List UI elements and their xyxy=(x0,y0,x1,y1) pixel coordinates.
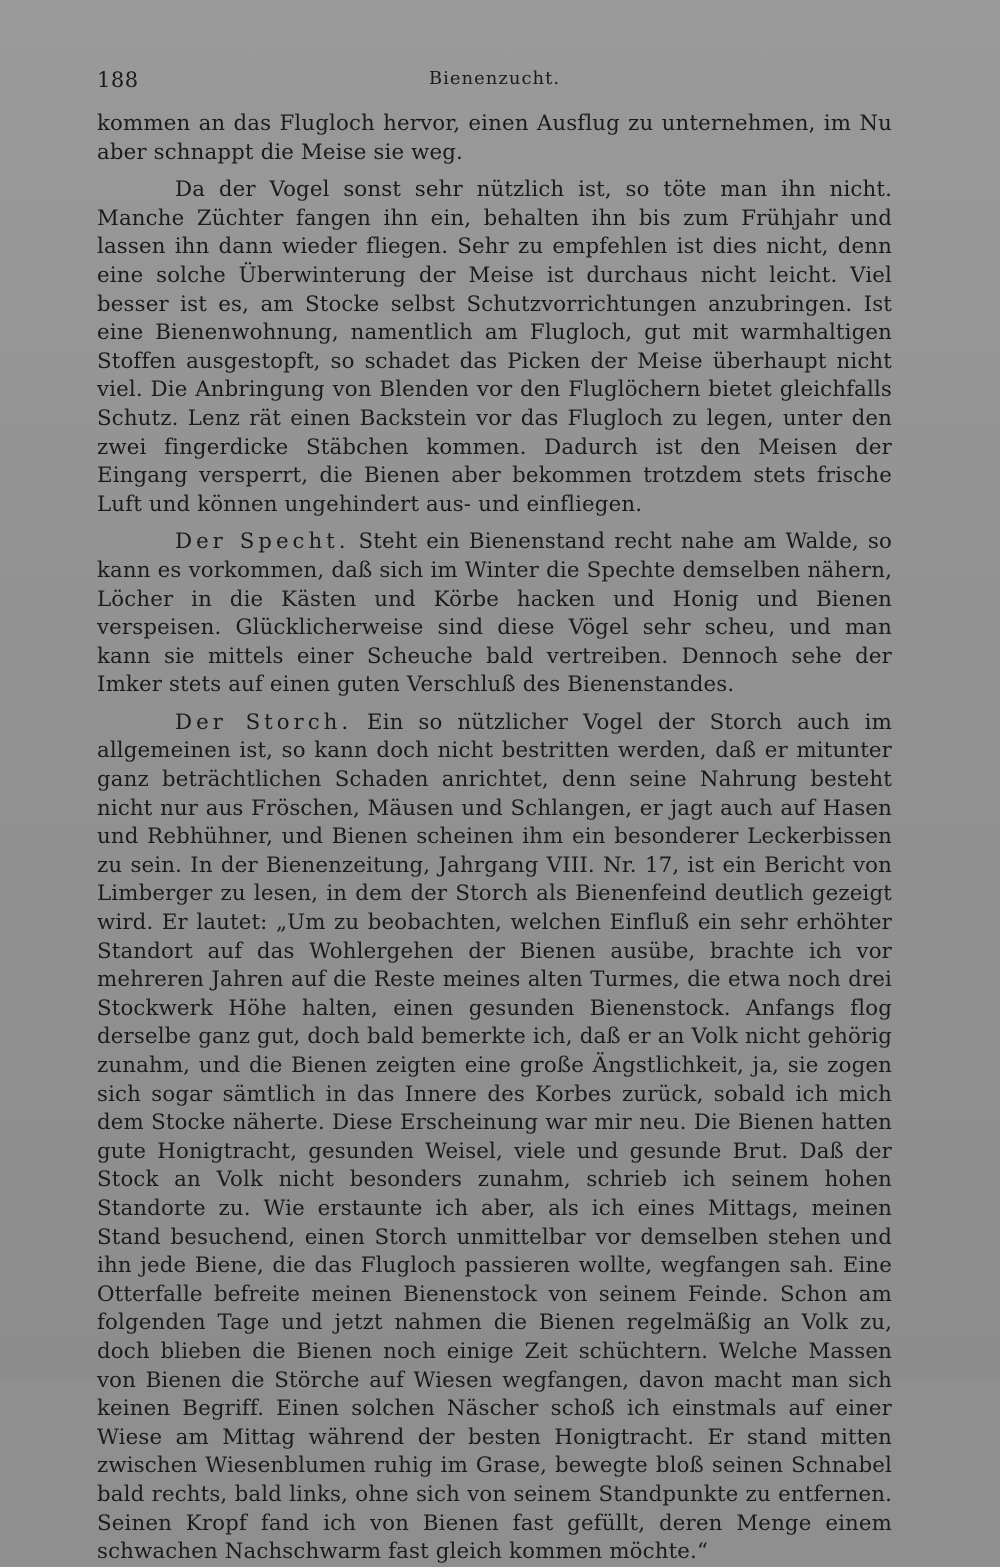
paragraph-text: kommen an das Flugloch hervor, einen Ausflug zu unternehmen, im Nu aber schnappt die Meise sie weg. xyxy=(97,111,892,165)
paragraph-text: Da der Vogel sonst sehr nützlich ist, so töte man ihn nicht. Manche Züchter fangen ihn ein, behalten ihn bis zum Frühjahr und lassen ihn dann wieder fliegen. Sehr zu empfehlen ist dies nicht, denn eine solche Überwinterung der Meise ist durchaus nicht leicht. Viel besser ist es, am Stocke selbst Schutzvorrichtungen anzubringen. Ist eine Bienenwohnung, namentlich am Flugloch, gut mit warmhaltigen Stoffen ausgestopft, so schadet das Picken der Meise überhaupt nicht viel. Die Anbringung von Blenden vor den Fluglöchern bietet gleichfalls Schutz. Lenz rät einen Backstein vor das Flugloch zu legen, unter den zwei fingerdicke Stäbchen kommen. Dadurch ist den Meisen der Eingang versperrt, die Bienen aber bekommen trotzdem stets frische Luft und können ungehindert aus- und einfliegen. xyxy=(97,177,892,517)
page-header xyxy=(97,68,892,98)
paragraph-storch xyxy=(97,709,892,1567)
paragraph-specht xyxy=(97,528,892,700)
paragraph-text: Steht ein Bienenstand recht nahe am Walde, so kann es vorkommen, daß sich im Winter die Spechte demselben nähern, Löcher in die Kästen und Körbe hacken und Honig und Bienen verspeisen. Glücklicherweise sind diese Vögel sehr scheu, und man kann sie mittels einer Scheuche bald vertreiben. Dennoch sehe der Imker stets auf einen guten Verschluß des Bienenstandes. xyxy=(97,529,892,698)
paragraph-text: Ein so nützlicher Vogel der Storch auch im allgemeinen ist, so kann doch nicht bestritten werden, daß er mitunter ganz beträchtlichen Schaden anrichtet, denn seine Nahrung besteht nicht nur aus Fröschen, Mäusen und Schlangen, er jagt auch auf Hasen und Rebhühner, und Bienen scheinen ihm ein besonderer Leckerbissen zu sein. In der Bienenzeitung, Jahrgang VIII. Nr. 17, ist ein Bericht von Limberger zu lesen, in dem der Storch als Bienenfeind deutlich gezeigt wird. Er lautet: „Um zu beobachten, welchen Einfluß ein sehr erhöhter Standort auf das Wohlergehen der Bienen ausübe, brachte ich vor mehreren Jahren auf die Reste meines alten Turmes, die etwa noch drei Stockwerk Höhe halten, einen gesunden Bienenstock. Anfangs flog derselbe ganz gut, doch bald bemerkte ich, daß er an Volk nicht gehörig zunahm, und die Bienen zeigten eine große Ängstlichkeit, ja, sie zogen sich sogar sämtlich in das Innere des Korbes zurück, sobald ich mich dem Stocke näherte. Diese Erscheinung war mir neu. Die Bienen hatten gute Honigtracht, gesunden Weisel, viele und gesunde Brut. Daß der Stock an Volk nicht besonders zunahm, schrieb ich seinem hohen Standorte zu. Wie erstaunte ich aber, als ich eines Mittags, meinen Stand besuchend, einen Storch unmittelbar vor demselben stehen und ihn jede Biene, die das Flugloch passieren wollte, wegfangen sah. Eine Otterfalle befreite meinen Bienenstock von seinem Feinde. Schon am folgenden Tage und jetzt nahmen die Bienen regelmäßig an Volk zu, doch blieben die Bienen noch einige Zeit schüchtern. Welche Massen von Bienen die Störche auf Wiesen wegfangen, davon macht man sich keinen Begriff. Einen solchen Näscher schoß ich einstmals auf einer Wiese am Mittag während der besten Honigtracht. Er stand mitten zwischen Wiesenblumen ruhig im Grase, bewegte bloß seinen Schnabel bald rechts, bald links, ohne sich von seinem Standpunkte zu entfernen. Seinen Kropf fand ich von Bienen fast gefüllt, deren Menge einem schwachen Nachschwarm fast gleich kommen möchte.“ xyxy=(97,709,892,1565)
running-title: Bienenzucht. xyxy=(428,68,561,89)
section-heading: Der Storch. xyxy=(175,709,353,735)
page-number: 188 xyxy=(97,68,139,92)
section-heading: Der Specht. xyxy=(175,529,350,555)
paragraph-continuation xyxy=(97,110,892,167)
paragraph-meise xyxy=(97,176,892,519)
page-body xyxy=(97,110,892,1567)
